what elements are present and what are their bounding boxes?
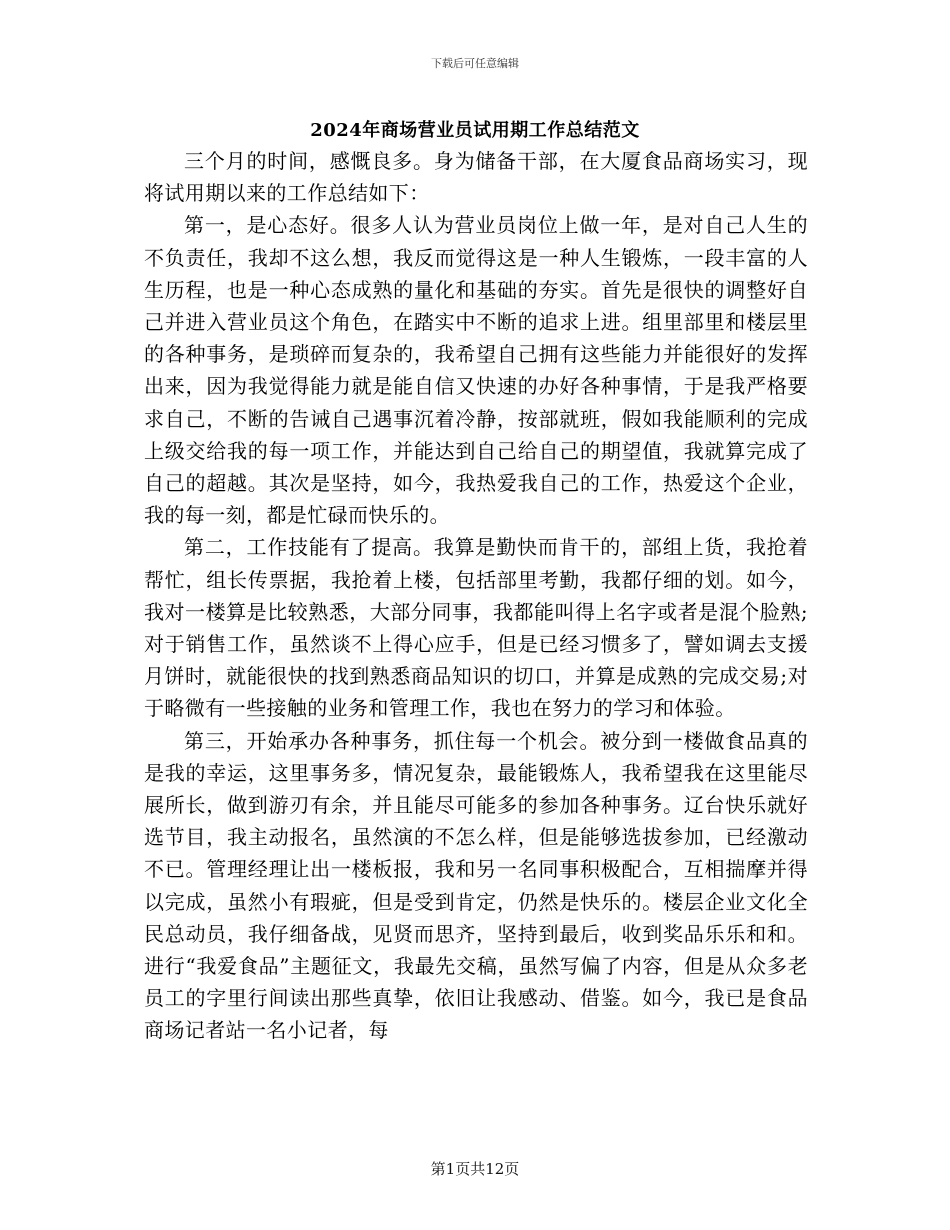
document-title: 2024年商场营业员试用期工作总结范文 bbox=[310, 120, 640, 141]
paragraph-intro: 三个月的时间，感慨良多。身为储备干部，在大厦食品商场实习，现将试用期以来的工作总结如下： bbox=[144, 149, 808, 206]
document-body bbox=[144, 145, 808, 1047]
paragraph-third-point: 第三，开始承办各种事务，抓住每一个机会。被分到一楼做食品真的是我的幸运，这里事务多，情况复杂，最能锻炼人，我希望我在这里能尽展所长，做到游刃有余，并且能尽可能多的参加各种事务。辽台快乐就好选节目，我主动报名，虽然演的不怎么样，但是能够选拔参加，已经激动不已。管理经理让出一楼板报，我和另一名同事积极配合，互相揣摩并得以完成，虽然小有瑕疵，但是受到肯定，仍然是快乐的。楼层企业文化全民总动员，我仔细备战，见贤而思齐，坚持到最后，收到奖品乐乐和和。进行“我爱食品”主题征文，我最先交稿，虽然写偏了内容，但是从众多老员工的字里行间读出那些真挚，依旧让我感动、借鉴。如今，我已是食品商场记者站一名小记者，每 bbox=[144, 728, 808, 1043]
header-note: 下载后可任意编辑 bbox=[431, 57, 519, 70]
page-number-footer: 第1页共12页 bbox=[430, 1160, 520, 1178]
paragraph-second-point: 第二，工作技能有了提高。我算是勤快而肯干的，部组上货，我抢着帮忙，组长传票据，我抢着上楼，包括部里考勤，我都仔细的划。如今，我对一楼算是比较熟悉，大部分同事，我都能叫得上名字或者是混个脸熟;对于销售工作，虽然谈不上得心应手，但是已经习惯多了，譬如调去支援月饼时，就能很快的找到熟悉商品知识的切口，并算是成熟的完成交易;对于略微有一些接触的业务和管理工作，我也在努力的学习和体验。 bbox=[144, 535, 808, 721]
paragraph-first-point: 第一，是心态好。很多人认为营业员岗位上做一年，是对自己人生的不负责任，我却不这么想，我反而觉得这是一种人生锻炼，一段丰富的人生历程，也是一种心态成熟的量化和基础的夯实。首先是很快的调整好自己并进入营业员这个角色，在踏实中不断的追求上进。组里部里和楼层里的各种事务，是琐碎而复杂的，我希望自己拥有这些能力并能很好的发挥出来，因为我觉得能力就是能自信又快速的办好各种事情，于是我严格要求自己，不断的告诫自己遇事沉着冷静，按部就班，假如我能顺利的完成上级交给我的每一项工作，并能达到自己给自己的期望值，我就算完成了自己的超越。其次是坚持，如今，我热爱我自己的工作，热爱这个企业，我的每一刻，都是忙碌而快乐的。 bbox=[144, 213, 808, 528]
